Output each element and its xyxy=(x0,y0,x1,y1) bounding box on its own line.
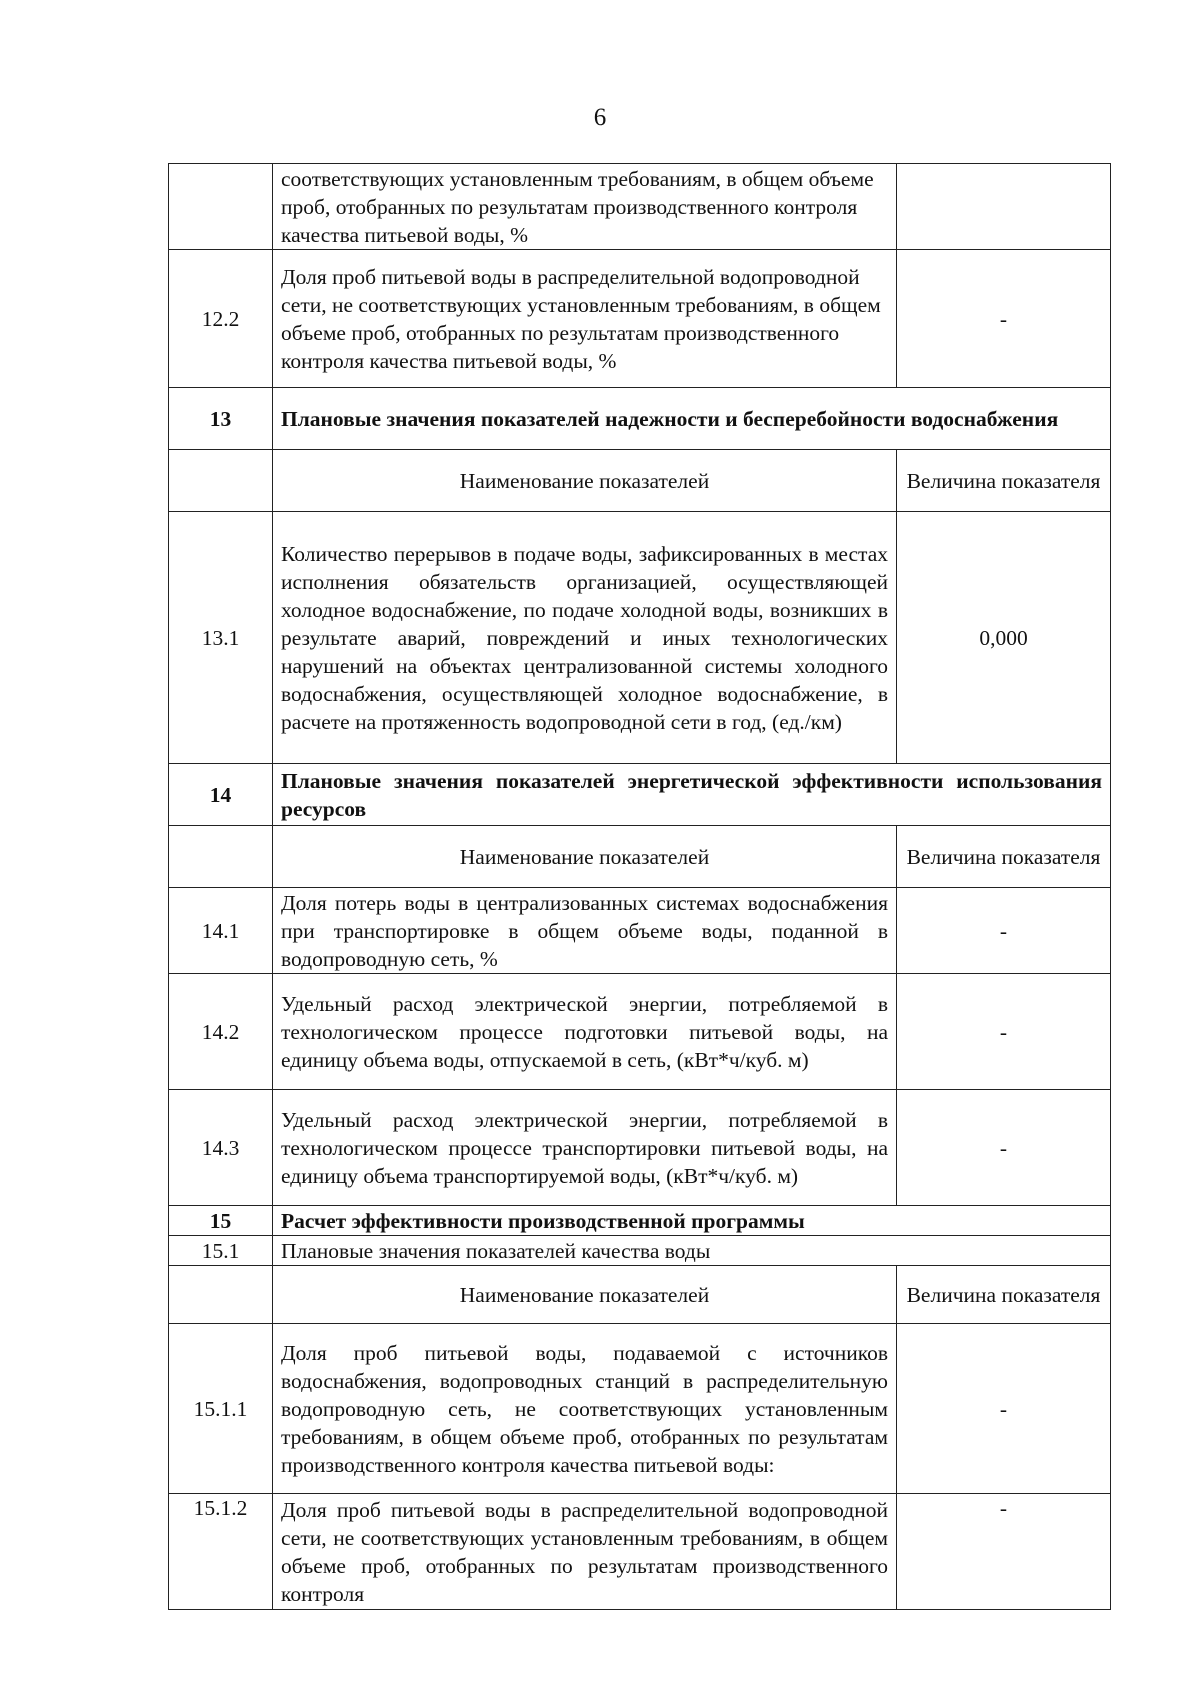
row-number: 14.3 xyxy=(169,1090,273,1206)
header-name: Наименование показателей xyxy=(273,1266,897,1324)
indicator-name: Доля потерь воды в централизованных системах водоснабжения при транспортировке в общем объеме воды, поданной в водопроводную сеть, % xyxy=(273,888,897,974)
header-empty-cell xyxy=(169,1266,273,1324)
indicator-name: Количество перерывов в подаче воды, зафиксированных в местах исполнения обязательств организацией, осуществляющей холодное водоснабжение, по подаче холодной воды, возникших в результате аварий, повреждений и иных технологических нарушений на объектах централизованной системы холодного водоснабжения, осуществляющей холодное водоснабжение, в расчете на протяженность водопроводной сети в год, (ед./км) xyxy=(273,512,897,764)
table-row xyxy=(169,1494,1111,1610)
indicator-name: Удельный расход электрической энергии, потребляемой в технологическом процессе транспортировки питьевой воды, на единицу объема транспортируемой воды, (кВт*ч/куб. м) xyxy=(273,1090,897,1206)
subsection-row xyxy=(169,1236,1111,1266)
row-number: 15.1.1 xyxy=(169,1324,273,1494)
table-row xyxy=(169,164,1111,250)
indicator-value: - xyxy=(897,888,1111,974)
indicator-name: Доля проб питьевой воды в распределительной водопроводной сети, не соответствующих установленным требованиям, в общем объеме проб, отобранных по результатам производственного контроля xyxy=(273,1494,897,1610)
indicators-table xyxy=(168,163,1111,1610)
table-row xyxy=(169,250,1111,388)
indicator-value: 0,000 xyxy=(897,512,1111,764)
table-row xyxy=(169,1324,1111,1494)
indicator-name: Доля проб питьевой воды в распределительной водопроводной сети, не соответствующих установленным требованиям, в общем объеме проб, отобранных по результатам производственного контроля качества питьевой воды, % xyxy=(273,250,897,388)
header-value: Величина показателя xyxy=(897,450,1111,512)
table-row xyxy=(169,1090,1111,1206)
header-empty-cell xyxy=(169,450,273,512)
header-name: Наименование показателей xyxy=(273,826,897,888)
indicator-value: - xyxy=(897,1324,1111,1494)
header-row xyxy=(169,826,1111,888)
subsection-title: Плановые значения показателей качества воды xyxy=(273,1236,1111,1266)
row-number: 14.2 xyxy=(169,974,273,1090)
header-value: Величина показателя xyxy=(897,826,1111,888)
header-value: Величина показателя xyxy=(897,1266,1111,1324)
header-empty-cell xyxy=(169,826,273,888)
header-row xyxy=(169,450,1111,512)
section-number: 14 xyxy=(169,764,273,826)
section-row xyxy=(169,388,1111,450)
indicator-name: Удельный расход электрической энергии, потребляемой в технологическом процессе подготовки питьевой воды, на единицу объема воды, отпускаемой в сеть, (кВт*ч/куб. м) xyxy=(273,974,897,1090)
section-row xyxy=(169,764,1111,826)
page-number: 6 xyxy=(593,104,607,131)
row-number: 13.1 xyxy=(169,512,273,764)
indicator-value: - xyxy=(897,1090,1111,1206)
row-number: 15.1.2 xyxy=(169,1494,273,1610)
indicator-value: - xyxy=(897,1494,1111,1610)
header-name: Наименование показателей xyxy=(273,450,897,512)
indicator-name: Доля проб питьевой воды, подаваемой с источников водоснабжения, водопроводных станций в распределительную водопроводную сеть, не соответствующих установленным требованиям, в общем объеме проб, отобранных по результатам производственного контроля качества питьевой воды: xyxy=(273,1324,897,1494)
row-number xyxy=(169,164,273,250)
section-number: 15 xyxy=(169,1206,273,1236)
header-row xyxy=(169,1266,1111,1324)
indicator-name: соответствующих установленным требованиям, в общем объеме проб, отобранных по результатам производственного контроля качества питьевой воды, % xyxy=(273,164,897,250)
section-title: Расчет эффективности производственной программы xyxy=(273,1206,1111,1236)
indicator-value: - xyxy=(897,250,1111,388)
row-number: 12.2 xyxy=(169,250,273,388)
section-row xyxy=(169,1206,1111,1236)
indicator-value: - xyxy=(897,974,1111,1090)
section-title: Плановые значения показателей энергетической эффективности использования ресурсов xyxy=(273,764,1111,826)
table-row xyxy=(169,888,1111,974)
section-title: Плановые значения показателей надежности и бесперебойности водоснабжения xyxy=(273,388,1111,450)
row-number: 14.1 xyxy=(169,888,273,974)
subsection-number: 15.1 xyxy=(169,1236,273,1266)
table-row xyxy=(169,512,1111,764)
table-row xyxy=(169,974,1111,1090)
section-number: 13 xyxy=(169,388,273,450)
indicator-value xyxy=(897,164,1111,250)
